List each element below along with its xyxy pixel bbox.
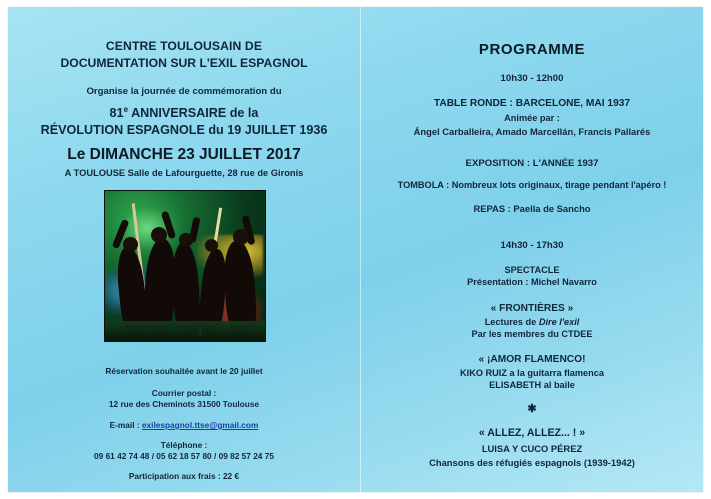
luisa-cuco-credit: LUISA Y CUCO PÉREZ — [481, 443, 583, 454]
artwork-figure-head — [151, 227, 167, 243]
star-divider-icon: ✱ — [527, 403, 537, 415]
phone-numbers: 09 61 42 74 48 / 05 62 18 57 80 / 09 82 57 24 75 — [94, 451, 274, 461]
participation-fee: Participation aux frais : 22 € — [128, 471, 240, 481]
amor-flamenco-title: « ¡AMOR FLAMENCO! — [478, 354, 586, 365]
session2-time: 14h30 - 17h30 — [500, 240, 564, 251]
artwork-figure-head — [205, 239, 218, 252]
spectacle-title: SPECTACLE — [504, 265, 560, 275]
guitarist-credit: KIKO RUIZ a la guitarra flamenca — [460, 368, 604, 378]
spectacle-presenter: Présentation : Michel Navarro — [467, 277, 597, 287]
allez-title: « ALLEZ, ALLEZ... ! » — [478, 427, 586, 439]
event-venue: A TOULOUSE Salle de Lafourguette, 28 rue de Gironis — [64, 168, 304, 178]
lectures-prefix: Lectures de — [484, 317, 539, 327]
frontieres-lectures — [367, 317, 697, 327]
exposition-entry: EXPOSITION : L'ANNÉE 1937 — [465, 158, 599, 169]
organization-title-line2: DOCUMENTATION SUR L'EXIL ESPAGNOL — [60, 56, 308, 70]
anniversary-ordinal-suffix: e — [123, 105, 129, 114]
postal-label: Courrier postal : — [151, 388, 217, 398]
anniversary-line — [22, 105, 346, 120]
artwork-image — [104, 190, 266, 342]
artwork-figure-head — [179, 233, 193, 247]
lectures-work-title: Dire l'exil — [538, 317, 580, 327]
programme-title: PROGRAMME — [478, 41, 586, 58]
anniversary-number: 81 — [109, 106, 124, 121]
flyer-sheet — [8, 7, 703, 492]
right-panel — [361, 7, 703, 492]
session1-time: 10h30 - 12h00 — [500, 73, 564, 84]
revolution-line: RÉVOLUTION ESPAGNOLE du 19 JUILLET 1936 — [40, 123, 328, 137]
email-label: E-mail : — [109, 420, 142, 430]
tombola-entry: TOMBOLA : Nombreux lots originaux, tirage pendant l'apéro ! — [397, 180, 667, 190]
artwork-figure-head — [123, 237, 138, 252]
animee-par-label: Animée par : — [504, 113, 560, 123]
left-panel — [8, 7, 360, 492]
table-ronde-title: TABLE RONDE : BARCELONE, MAI 1937 — [433, 98, 631, 109]
postal-address: 12 rue des Cheminots 31500 Toulouse — [108, 399, 260, 409]
dancer-credit: ELISABETH al baile — [489, 380, 575, 390]
organization-title-line1: CENTRE TOULOUSAIN DE — [105, 39, 263, 53]
email-link[interactable]: exilespagnol.ttse@gmail.com — [141, 420, 259, 430]
phone-label: Téléphone : — [160, 440, 208, 450]
chansons-description: Chansons des réfugiés espagnols (1939-1942) — [429, 457, 635, 468]
frontieres-title: « FRONTIÈRES » — [490, 303, 574, 314]
speaker-names: Ángel Carballeira, Amado Marcellán, Francis Pallarés — [413, 126, 651, 137]
artwork-figure-head — [233, 229, 249, 245]
reservation-note: Réservation souhaitée avant le 20 juillet — [105, 366, 263, 376]
artwork-foreground — [105, 321, 265, 342]
repas-entry: REPAS : Paella de Sancho — [473, 203, 591, 214]
event-date: Le DIMANCHE 23 JUILLET 2017 — [67, 146, 301, 163]
frontieres-performers: Par les membres du CTDEE — [471, 329, 593, 339]
anniversary-text: ANNIVERSAIRE de la — [131, 106, 259, 121]
email-line — [22, 420, 346, 430]
organise-subtitle: Organise la journée de commémoration du — [86, 86, 282, 97]
